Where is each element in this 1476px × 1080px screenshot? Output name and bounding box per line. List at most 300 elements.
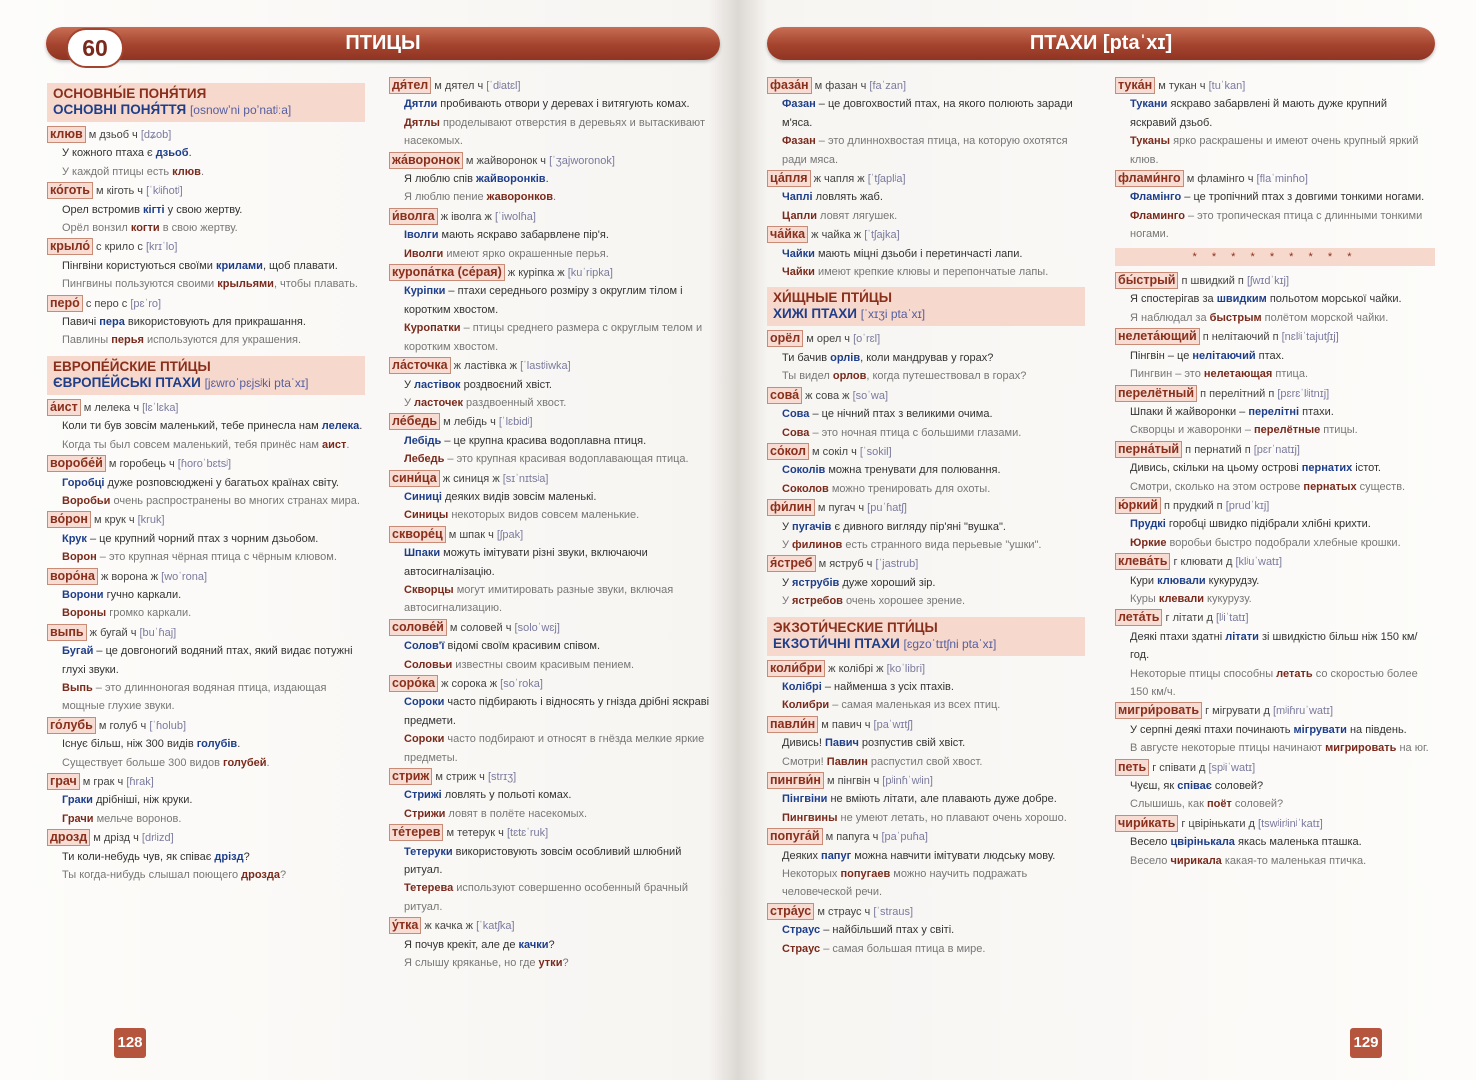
example-ukrainian: Орел встромив кігті у свою жертву. [62,203,243,216]
entry-head [389,675,721,693]
ipa-transcription: [ɦrak] [126,776,154,788]
dictionary-entry [389,768,721,823]
keyword: Прудкі [1130,518,1166,531]
keyword: пернатых [1303,480,1357,493]
headword: клюв [47,126,86,143]
ipa-transcription: [ˈstraus] [873,905,914,918]
entry-head [767,499,1085,517]
example-ukrainian: Коли ти був зовсім маленький, тебе принесла нам лелека. [62,420,363,433]
example-russian: Цапли ловят лягушек. [782,209,898,222]
ipa-transcription: [ɦoroˈbɛtsʲ] [177,458,232,471]
keyword: дрізд [214,850,244,863]
headword: коли́бри [767,660,825,677]
entry-head [767,226,1085,244]
entry-head [47,126,365,144]
example-ukrainian: Шпаки й жайворонки – перелітні птахи. [1130,405,1334,418]
keyword: дзьоб [155,147,189,160]
keyword: клювали [1157,574,1206,587]
grammar-note: г літати д [1162,612,1216,625]
grammar-note: м стриж ч [432,771,488,784]
grammar-note: м орел ч [803,333,854,346]
keyword: Страус [782,942,821,955]
grammar-note: м фламінго ч [1183,173,1257,186]
example-russian: Некоторых попугаев можно научить подражать человеческой речи. [782,868,1028,899]
keyword: Цапли [782,209,817,222]
ipa-transcription: [ˈsokil] [859,445,892,458]
example-russian: Пингвины пользуются своими крыльями, чтобы плавать. [62,278,358,291]
keyword: Соловьи [404,658,453,671]
ipa-transcription: [ʃpak] [496,528,524,541]
example-russian: Соколов можно тренировать для охоты. [782,482,991,495]
headword: соро́ка [389,675,438,692]
headword: ча́йка [767,226,808,243]
example-russian: Фламинго – это тропическая птица с длинными тонкими ногами. [1130,209,1423,241]
keyword: голубей [223,756,267,769]
section-title-ru: ХИ́ЩНЫЕ ПТИ́ЦЫ [773,290,892,306]
headword: ла́сточка [389,357,451,374]
dictionary-entry [1115,497,1435,552]
keyword: жаворонков [486,191,553,204]
example-ukrainian: Горобці дуже розповсюджені у багатьох країнах світу. [62,476,339,489]
headword: ле́бедь [389,413,440,430]
dictionary-entry [767,499,1085,554]
entry-head [47,182,365,200]
grammar-note: ж сова ж [802,389,853,402]
headword: перна́тый [1115,441,1182,458]
dictionary-entry [47,455,365,510]
grammar-note: ж бугай ч [86,626,140,639]
keyword: Пингвины [782,811,838,824]
dictionary-entry [767,828,1085,902]
grammar-note: м павич ч [818,718,874,731]
headword: ко́готь [47,182,93,199]
example-russian: Лебедь – это крупная красивая водоплавающая птица. [404,453,689,466]
section-title-ru: ЕВРОПЕ́ЙСКИЕ ПТИ́ЦЫ [53,358,211,374]
keyword: быстрым [1209,311,1262,324]
grammar-note: ж качка ж [421,920,477,933]
example-ukrainian: Дивись! Павич розпустив свій хвіст. [782,737,966,750]
example-ukrainian: У яструбів дуже хороший зір. [782,576,936,589]
headword: я́стреб [767,555,816,572]
grammar-note: м папуга ч [822,831,882,844]
keyword: крыльями [217,278,274,291]
headword: воробе́й [47,455,106,472]
grammar-note: м пугач ч [814,502,868,515]
entry-head [1115,170,1435,188]
entry-head [1115,815,1435,833]
entry-head [767,170,1085,188]
section-title-uk: ХИЖІ ПТАХИ [ˈxɪʒi ptaˈxɪ] [773,306,926,322]
example-russian: Я люблю пение жаворонков. [404,191,557,204]
column-3 [767,77,1085,959]
ipa-transcription: [ˈkʲiɦotʲ] [146,185,183,198]
keyword: Выпь [62,681,93,694]
example-ukrainian: Бугай – це довгоногий водяний птах, який видає потужні глухі звуки. [62,645,353,676]
example-russian: У филинов есть странного вида перьевые "ушки". [782,538,1042,551]
example-ukrainian: Сороки часто підбирають і відносять у гнізда дрібні яскраві предмети. [404,696,710,727]
keyword: Чаплі [782,191,813,204]
example-ukrainian: Колібрі – найменша з усіх птахів. [782,680,954,693]
example-ukrainian: Ти коли-небудь чув, як співає дрізд? [62,850,250,863]
grammar-note: м сокіл ч [808,445,860,458]
example-ukrainian: Тетеруки використовують зовсім особливий шлюбний ритуал. [404,845,682,877]
entry-head [47,773,365,791]
ipa-transcription: [ˈkatʃka] [476,920,515,933]
ipa-transcription: [drʲizd] [141,832,174,845]
example-ukrainian: У пугачів є дивного вигляду пір'яні "вушка". [782,520,1006,533]
grammar-note: м страус ч [814,905,874,918]
example-russian: Когда ты был совсем маленький, тебя принёс нам аист. [62,438,350,451]
dictionary-entry [1115,272,1435,327]
keyword: Фламинго [1130,209,1185,222]
ipa-transcription: [soˈroka] [500,678,543,690]
dictionary-entry [767,903,1085,958]
example-ukrainian: Граки дрібніші, ніж круки. [62,794,193,807]
ipa-transcription: [dʑob] [140,129,172,141]
example-ukrainian: Чуєш, як співає соловей? [1130,780,1264,793]
dictionary-entry [389,208,721,263]
column-4 [1115,77,1435,871]
keyword: Сороки [404,733,445,746]
keyword: ластівок [414,378,461,391]
keyword: Ворон [62,551,97,564]
example-russian: Скворцы могут имитировать разные звуки, включая автосигнализацию. [404,583,674,615]
example-russian: В августе некоторые птицы начинают мигрировать на юг. [1130,742,1429,755]
example-russian: Туканы ярко раскрашены и имеют очень крупный яркий клюв. [1130,135,1419,166]
dictionary-entry [767,226,1085,281]
entry-head [1115,385,1435,403]
grammar-note: ж синиця ж [439,472,503,485]
entry-head [1115,272,1435,290]
keyword: лелека [321,420,360,433]
dictionary-entry [389,413,721,468]
ipa-transcription: [mʲiɦruˈwatɪ] [1272,705,1334,718]
grammar-note: ж ворона ж [97,570,162,583]
grammar-note: м тетерук ч [443,827,507,840]
section-ipa: [ˈxɪʒi ptaˈxɪ] [860,307,926,322]
entry-head [767,443,1085,461]
headword: дрозд [47,829,90,846]
keyword: утки [538,957,563,970]
grammar-note: м тукан ч [1155,80,1209,92]
dictionary-entry [47,773,365,828]
dictionary-entry [389,526,721,618]
dictionary-entry [1115,553,1435,608]
dictionary-entry [47,399,365,454]
grammar-note: п прудкий п [1160,499,1226,512]
grammar-note: г клювати д [1170,556,1236,569]
keyword: ястребов [792,595,843,608]
example-russian: Я слышу кряканье, но где утки? [404,957,569,970]
keyword: Соколов [782,482,829,495]
keyword: орлів [830,351,861,364]
grammar-note: г цвірінькати д [1178,817,1259,830]
keyword: крилами [215,259,263,272]
dictionary-entry [389,77,721,151]
entry-head [47,238,365,256]
headword: мигри́ровать [1115,702,1202,719]
entry-head [389,470,721,488]
entry-head [767,716,1085,734]
keyword: перья [111,334,144,347]
entry-head [389,917,721,935]
keyword: Дятли [404,98,438,111]
ipa-transcription: [soloˈwɛj] [514,621,560,634]
dictionary-entry [767,77,1085,169]
keyword: Иволги [404,247,444,260]
headword: со́кол [767,443,809,460]
keyword: Синицы [404,509,449,522]
example-ukrainian: Існує більш, ніж 300 видів голубів. [62,738,241,751]
headword: дя́тел [389,77,431,94]
headword: попуга́й [767,828,823,845]
dictionary-entry [1115,77,1435,169]
section-ipa: [ɛɡzoˈtɪtʃni ptaˈxɪ] [903,636,997,651]
example-russian: Чайки имеют крепкие клювы и перепончатые лапы. [782,266,1049,279]
example-ukrainian: У кожного птаха є дзьоб. [62,147,192,160]
keyword: Фазан [782,135,816,148]
example-russian: Куры клевали кукурузу. [1130,592,1252,605]
grammar-note: м крук ч [90,514,138,527]
example-russian: Скворцы и жаворонки – перелётные птицы. [1130,424,1358,437]
keyword: филинов [792,538,843,551]
ipa-transcription: [kuˈripka] [567,267,613,280]
headword: перо́ [47,295,83,312]
headword: крыло́ [47,238,93,255]
entry-head [389,526,721,544]
example-ukrainian: Прудкі горобці швидко підібрали хлібні крихти. [1130,518,1371,531]
dictionary-entry [389,152,721,207]
keyword: Стрижі [404,789,442,802]
dictionary-entry [1115,385,1435,440]
example-russian: Слышишь, как поёт соловей? [1130,798,1284,811]
ipa-transcription: [pʲinɦˈwʲin] [882,775,933,787]
entry-head [47,511,365,529]
keyword: орлов [832,370,867,383]
keyword: попугаев [840,868,891,881]
grammar-note: м жайворонок ч [462,154,550,167]
keyword: Тетерева [404,882,454,895]
example-russian: Орёл вонзил когти в свою жертву. [62,222,238,235]
example-russian: Сова – это ночная птица с большими глазами. [782,426,1022,439]
ipa-transcription: [ˈʒajworonok] [549,154,615,167]
keyword: Лебедь [404,453,445,466]
section-title-ru: ОСНОВНЫ́Е ПОНЯ́ТИЯ [53,86,207,101]
ipa-transcription: [spʲiˈwatɪ] [1208,761,1256,774]
keyword: Пінгвіни [782,793,828,806]
headword: воро́на [47,568,98,585]
keyword: Іволги [404,229,439,242]
entry-head [389,77,721,95]
dictionary-entry [47,295,365,350]
keyword: Юркие [1130,536,1167,549]
ipa-transcription: [faˈzan] [869,80,907,92]
dictionary-entry [767,555,1085,610]
entry-head [767,387,1085,405]
keyword: ласточек [414,396,463,409]
headword: солове́й [389,619,447,636]
dictionary-entry [767,387,1085,442]
keyword: Тукани [1130,98,1168,111]
dictionary-entry [47,568,365,623]
example-ukrainian: Солов'ї відомі своїм красивим співом. [404,640,601,653]
ipa-transcription: [paˈwɪtʃ] [873,718,913,731]
keyword: клевали [1158,592,1204,605]
example-russian: Смотри, сколько на этом острове пернатых существ. [1130,480,1406,493]
grammar-note: п перелітний п [1197,387,1278,400]
example-russian: Существует больше 300 видов голубей. [62,756,270,769]
example-russian: Некоторые птицы способны летать со скоростью более 150 км/ч. [1130,667,1418,698]
headword: и́волга [389,208,438,225]
headword: тука́н [1115,77,1155,94]
ipa-transcription: [ˈjastrub] [875,558,919,571]
example-ukrainian: Пінгвіни користуються своїми крилами, щоб плавати. [62,259,338,272]
entry-head [767,828,1085,846]
keyword: перелітні [1248,405,1300,418]
headword: сини́ца [389,470,440,487]
dictionary-entry [47,126,365,181]
keyword: Туканы [1130,135,1171,148]
keyword: літати [1225,630,1259,643]
headword: сова́ [767,387,802,404]
left-page-banner [46,27,720,60]
dictionary-entry [767,660,1085,715]
section-heading [767,617,1085,656]
keyword: качки [518,938,549,951]
headword: петь [1115,759,1149,776]
headword: лета́ть [1115,609,1162,626]
example-russian: Стрижи ловят в полёте насекомых. [404,807,588,820]
keyword: пера [99,316,125,329]
grammar-note: п пернатий п [1182,443,1254,456]
keyword: Колібрі [782,680,822,693]
grammar-note: ж куріпка ж [504,267,568,280]
dictionary-entry [389,470,721,525]
keyword: Куріпки [404,285,446,298]
entry-head [389,208,721,226]
keyword: Чайки [782,247,815,260]
dictionary-entry [47,182,365,237]
example-russian: Тетерева используют совершенно особенный брачный ритуал. [404,882,688,913]
headword: выпь [47,624,87,641]
keyword: Сова [782,426,810,439]
keyword: папуг [821,849,852,862]
example-russian: Весело чирикала какая-то маленькая птичка. [1130,854,1367,867]
section-ipa: [jɛwroˈpɛjsʲki ptaˈxɪ] [204,375,309,390]
keyword: співає [1177,780,1212,793]
keyword: Колибри [782,699,830,712]
entry-head [1115,702,1435,720]
entry-head [389,357,721,375]
entry-head [47,717,365,735]
example-ukrainian: Деякі птахи здатні літати зі швидкістю більш ніж 150 км/год. [1130,630,1418,662]
dictionary-entry [47,624,365,716]
example-ukrainian: Крук – це крупний чорний птах з чорним дзьобом. [62,532,319,545]
example-ukrainian: Деяких папуг можна навчити імітувати людську мову. [782,849,1056,862]
headword: во́рон [47,511,91,528]
ipa-transcription: [puˈɦatʃ] [867,502,907,515]
example-russian: У ястребов очень хорошее зрение. [782,595,966,608]
example-ukrainian: Весело цвірінькала якась маленька пташка. [1130,836,1362,849]
dictionary-entry [1115,328,1435,383]
keyword: голубів [196,738,238,751]
dictionary-entry [389,675,721,767]
example-russian: Дятлы проделывают отверстия в деревьях и вытаскивают насекомых. [404,116,705,148]
ipa-transcription: [kruk] [137,514,165,527]
example-ukrainian: Пінгвін – це нелітаючий птах. [1130,349,1285,362]
entry-head [1115,441,1435,459]
example-ukrainian: Синиці деяких видів зовсім маленькі. [404,490,597,503]
grammar-note: м лелека ч [80,401,143,414]
entry-head [389,824,721,842]
chapter-number-badge: 60 [66,28,124,68]
dictionary-entry [47,511,365,566]
dictionary-entry [389,264,721,356]
dictionary-entry [389,357,721,412]
entry-head [47,829,365,847]
entry-head [1115,77,1435,95]
keyword: Граки [62,794,93,807]
example-ukrainian: Кури клювали кукурудзу. [1130,574,1260,587]
keyword: поёт [1206,798,1232,811]
ipa-transcription: [lɛˈlɛka] [142,401,179,414]
keyword: Павлин [826,755,868,768]
headword: стриж [389,768,432,785]
headword: го́лубь [47,717,96,734]
entry-head [47,399,365,417]
keyword: чирикала [1170,854,1222,867]
section-heading [47,83,365,122]
grammar-note: м дятел ч [431,80,487,92]
dictionary-entry [1115,815,1435,870]
grammar-note: г мігрувати д [1202,705,1273,718]
keyword: мигрировать [1325,742,1397,755]
headword: фаза́н [767,77,812,94]
entry-head [389,264,721,282]
entry-head [1115,497,1435,515]
headword: куропа́тка (се́рая) [389,264,505,281]
ipa-transcription: [woˈrona] [161,570,208,583]
section-title-uk: ОСНОВНІ ПОНЯ́ТТЯ [osnowʼni poʼnatʲːa] [53,102,292,117]
keyword: Шпаки [404,547,441,560]
headword: стра́ус [767,903,814,920]
ipa-transcription: [prudˈkɪj] [1225,499,1270,512]
headword: скворе́ц [389,526,446,543]
ipa-transcription: [tswʲirʲinʲˈkatɪ] [1258,817,1323,830]
ipa-transcription: [tɛtɛˈruk] [506,827,549,840]
example-ukrainian: Тукани яскраво забарвлені й мають дуже крупний яскравий дзьоб. [1130,98,1387,129]
example-ukrainian: Лебідь – це крупна красива водоплавна птиця. [404,434,647,447]
headword: клева́ть [1115,553,1170,570]
example-russian: Ты видел орлов, когда путешествовал в горах? [782,370,1027,383]
keyword: Дятлы [404,116,440,129]
grammar-note: с перо с [82,297,131,310]
entry-head [389,152,721,170]
grammar-note: ж сорока ж [438,678,501,690]
example-russian: Пингвины не умеют летать, но плавают очень хорошо. [782,811,1067,824]
section-title-ru: ЭКЗОТИ́ЧЕСКИЕ ПТИ́ЦЫ [773,619,938,635]
keyword: Грачи [62,812,94,825]
keyword: дрозда [241,869,280,882]
keyword: Стрижи [404,807,446,820]
example-russian: Иволги имеют ярко окрашенные перья. [404,247,609,260]
example-russian: Я наблюдал за быстрым полётом морской чайки. [1130,311,1389,324]
keyword: Тетеруки [404,845,453,858]
entry-head [767,903,1085,921]
headword: фи́лин [767,499,815,516]
keyword: Лебідь [404,434,442,447]
keyword: аист [322,438,347,451]
